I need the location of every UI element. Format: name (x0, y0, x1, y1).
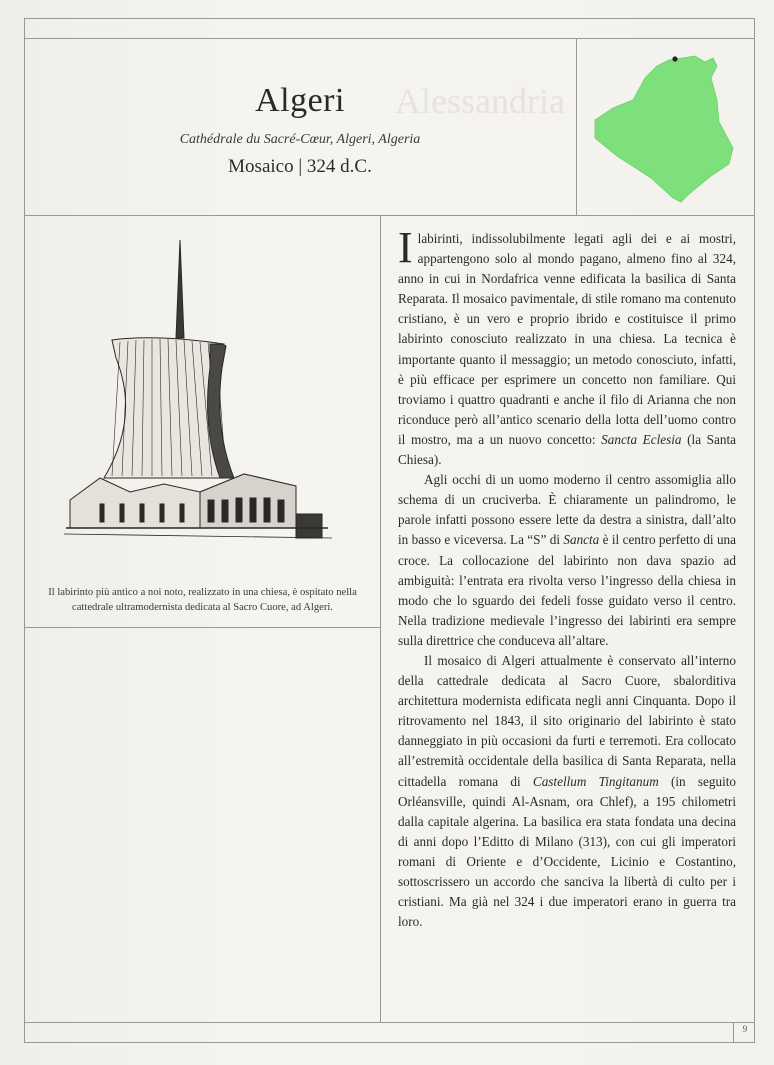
paragraph-1-end: (la Santa Chiesa). (398, 431, 736, 468)
paragraph-1-text: labirinti, indissolubilmente legati agli dei e ai mostri, appartengono solo al mondo pagano, almeno fino al 324, anno in cui in Nordafrica venne edificata la basilica di Santa Reparata. Il mosaico pavimentale, di stile romano ma contenuto cristiano, è un vero e proprio ibrido e costituisce il primo labirinto conosciuto realizzato in una chiesa. La tecnica è importante quanto il messaggio; un metodo conosciuto, infatti, è più efficace per esprimere un concetto non familiare. Qui troviamo i quattro quadranti e anche il filo di Arianna che non riconduce però all’antico scenario della lotta dell’uomo contro il mostro, ma a un nuovo concetto: (398, 231, 736, 447)
paragraph-1 (398, 223, 736, 470)
frame-top-outer (24, 18, 754, 19)
header (24, 38, 576, 216)
illustration-caption: Il labirinto più antico a noi noto, realizzato in una chiesa, è ospitato nella cattedrale ultramodernista dedicata al Sacro Cuore, ad Algeri. (48, 587, 357, 613)
page-subtitle: Cathédrale du Sacré-Cœur, Algeri, Algeria (179, 132, 421, 147)
show-through-text: Alessandria (395, 81, 565, 121)
paragraph-1-italic: Sancta Eclesia (601, 431, 682, 447)
page-title: Algeri (255, 82, 345, 119)
paragraph-3-end: (in seguito Orléansville, quindi Al-Asnam, ora Chlef), a 195 chilometri dalla capitale algerina. La basilica era stata fondata una decina di anni dopo l’Editto di Milano (313), con cui gli imperatori romani di Oriente e d’Occidente, Licinio e Costantino, sottoscrissero un accordo che sanciva la libertà di culto per i cristiani. Ma già nel 324 i due imperatori erano in guerra tra loro. (398, 773, 737, 930)
article-body (398, 223, 737, 932)
paragraph-2-italic: Sancta (563, 532, 600, 548)
paragraph-2 (398, 470, 736, 651)
page-number-divider (733, 1022, 734, 1042)
paragraph-2-end: è il centro perfetto di una croce. La collocazione del labirinto non dava spazio ad ambiguità: l’entrata era rivolta verso l’ingresso della chiesa in modo che lo sguardo dei fedeli fosse guidato verso il centro. Nella tradizione medievale l’ingresso dei labirinti era sempre sulla direttrice che conduceva all’altare. (398, 532, 736, 648)
frame-bottom (24, 1042, 755, 1043)
caption-divider (24, 627, 380, 628)
paragraph-3-text: Il mosaico di Algeri attualmente è conservato all’interno della cattedrale dedicata al Sacro Cuore, sbalorditiva architettura modernista edificata negli anni Cinquanta. Dopo il ritrovamento nel 1843, il sito originario del labirinto è stato danneggiato in più occasioni da furti e terremoti. Era collocato all’estremità occidentale della basilica di Santa Reparata, nella cittadella romana di (398, 652, 736, 789)
page-meta: Mosaico | 324 d.C. (228, 156, 372, 177)
location-map (577, 38, 754, 216)
frame-right (754, 18, 755, 1042)
paragraph-2-text: Agli occhi di un uomo moderno il centro assomiglia allo schema di un cruciverba. È chiaramente un palindromo, le parole infatti possono essere lette da destra a sinistra, dall’alto in basso e viceversa. La “S” di (398, 472, 736, 548)
paragraph-3-italic: Castellum Tingitanum (532, 773, 659, 789)
page-number: 9 (742, 1024, 748, 1034)
location-marker (672, 56, 677, 61)
algeria-shape (595, 56, 733, 202)
paragraph-3 (398, 651, 736, 932)
cathedral-drawing (60, 238, 350, 556)
algeria-map-icon (577, 38, 754, 216)
drop-cap: I (398, 223, 413, 272)
column-divider (380, 215, 381, 1022)
cathedral-illustration (60, 238, 350, 556)
frame-bottom-inner (24, 1022, 755, 1023)
